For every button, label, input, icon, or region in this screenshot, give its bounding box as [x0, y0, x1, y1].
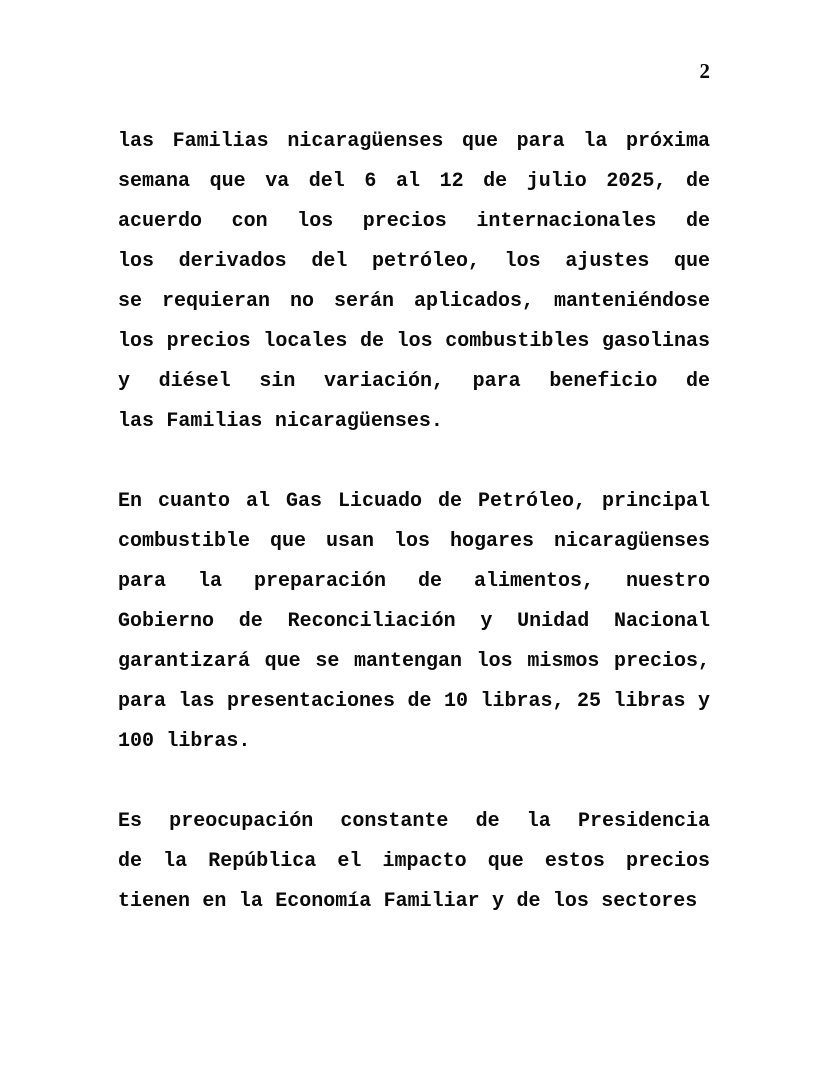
- text-line: los derivados del petróleo, los ajustes que: [118, 250, 710, 273]
- paragraph-1: [118, 122, 710, 442]
- text-line: se requieran no serán aplicados, manteniéndose: [118, 290, 710, 313]
- text-line: semana que va del 6 al 12 de julio 2025, de: [118, 170, 710, 193]
- text-line: de la República el impacto que estos precios: [118, 850, 710, 873]
- text-line: los precios locales de los combustibles gasolinas: [118, 330, 710, 353]
- text-line: para las presentaciones de 10 libras, 25 libras y: [118, 690, 710, 713]
- text-line: las Familias nicaragüenses que para la próxima: [118, 130, 710, 153]
- paragraph-2: [118, 482, 710, 762]
- text-line: 100 libras.: [118, 730, 251, 753]
- text-line: acuerdo con los precios internacionales de: [118, 210, 710, 233]
- text-line: para la preparación de alimentos, nuestro: [118, 570, 710, 593]
- page-number: 2: [699, 59, 710, 83]
- text-line: garantizará que se mantengan los mismos precios,: [118, 650, 710, 673]
- text-line: tienen en la Economía Familiar y de los sectores: [118, 890, 698, 913]
- text-line: Es preocupación constante de la Presidencia: [118, 810, 710, 833]
- text-line: En cuanto al Gas Licuado de Petróleo, principal: [118, 490, 710, 513]
- text-line: combustible que usan los hogares nicaragüenses: [118, 530, 710, 553]
- text-line: y diésel sin variación, para beneficio de: [118, 370, 710, 393]
- paragraph-3: [118, 802, 710, 922]
- text-line: las Familias nicaragüenses.: [118, 410, 443, 433]
- document-body: [118, 122, 710, 962]
- text-line: Gobierno de Reconciliación y Unidad Nacional: [118, 610, 710, 633]
